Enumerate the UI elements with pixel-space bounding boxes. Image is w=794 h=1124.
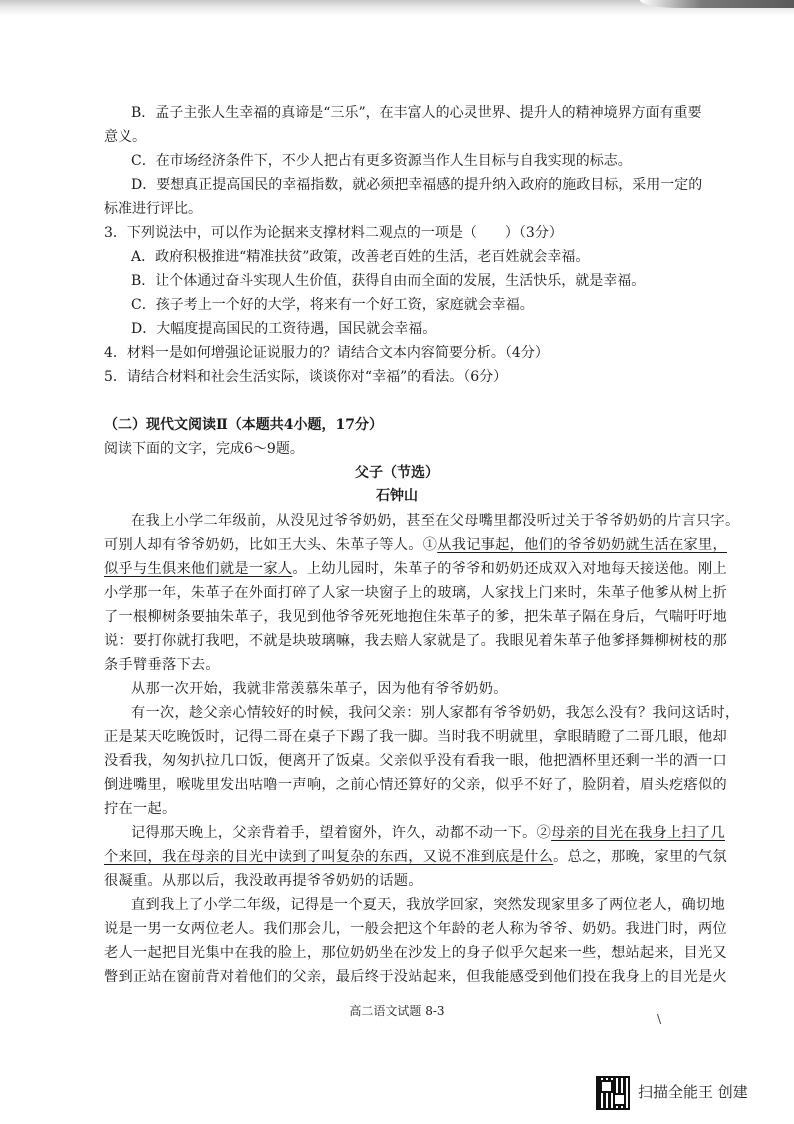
section-heading: （二）现代文阅读Ⅱ（本题共4小题，17分）: [104, 417, 384, 433]
passage-p1-line6: 说：要打你就打我吧，不就是块玻璃嘛，我去赔人家就是了。我眼见着朱革子他爹择舞柳树枝的那: [104, 633, 727, 649]
q3-option-d: D．大幅度提高国民的工资待遇，国民就会幸福。: [131, 321, 437, 337]
qr-code-icon: [596, 1076, 630, 1110]
passage-p3-line2: 正是某天吃晚饭时，记得二哥在桌子下踢了我一脚。当时我不明就里，拿眼睛瞪了二哥几眼，他却: [104, 729, 727, 745]
q3-option-c: C．孩子考上一个好的大学，将来有一个好工资，家庭就会幸福。: [131, 297, 534, 313]
scanner-watermark: 扫描全能王 创建: [638, 1083, 748, 1101]
underlined-sentence-2a: 母亲的目光在我身上扫了几: [551, 825, 725, 841]
p1-line3-text: 。上幼儿园时，朱革子的爷爷和奶奶还成双入对地每天接送他。刚上: [292, 561, 727, 577]
section-instruction: 阅读下面的文字，完成6～9题。: [104, 441, 304, 457]
passage-p4-line2: [104, 848, 727, 866]
passage-p5-line1: 直到我上了小学二年级，记得是一个夏天，我放学回家，突然发现家里多了两位老人，确切地: [131, 897, 725, 913]
passage-p3-line1: 有一次，趁父亲心情较好的时候，我问父亲：别人家都有爷爷奶奶，我怎么没有？我问这话时，: [131, 705, 740, 721]
q3-option-a: A．政府积极推进“精准扶贫”政策，改善老百姓的生活，老百姓就会幸福。: [131, 249, 590, 265]
q2-option-c: C．在市场经济条件下，不少人把占有更多资源当作人生目标与自我实现的标志。: [131, 153, 632, 169]
p4-line1-text: 记得那天晚上，父亲背着手，望着窗外，许久，动都不动一下。②: [131, 825, 552, 841]
q2-option-b-cont: 意义。: [104, 129, 146, 145]
page-footer: 高二语文试题 8-3: [349, 1004, 445, 1018]
passage-p5-line4: 瞥到正站在窗前背对着他们的父亲，最后终于没站起来，但我能感受到他们投在我身上的目光是火: [104, 969, 727, 985]
passage-p1-line2: [104, 536, 727, 554]
passage-p1-line4: 小学那一年，朱革子在外面打碎了人家一块窗子上的玻璃，人家找上门来时，朱革子他爹从树上折: [104, 585, 727, 601]
passage-p1-line7: 条手臂垂落下去。: [104, 657, 220, 673]
q5: 5．请结合材料和社会生活实际，谈谈你对“幸福”的看法。（6分）: [104, 369, 508, 385]
underlined-sentence-2b: 个来回，我在母亲的目光中读到了叫复杂的东西，又说不准到底是什么: [104, 849, 554, 865]
passage-p4-line3: 很凝重。从那以后，我没敢再提爷爷奶奶的话题。: [104, 873, 423, 889]
p1-line2-text: 可别人却有爷爷奶奶，比如王大头、朱革子等人。①: [104, 537, 438, 553]
q3-option-b: B．让个体通过奋斗实现人生价值，获得自由而全面的发展，生活快乐，就是幸福。: [131, 273, 646, 289]
p4-line2-text: 。总之，那晚，家里的气氛: [553, 849, 727, 865]
stray-pen-mark: \: [657, 1012, 662, 1026]
q2-option-b: B．孟子主张人生幸福的真谛是“三乐”，在丰富人的心灵世界、提升人的精神境界方面有重要: [131, 105, 702, 121]
passage-p5-line3: 老人一起把目光集中在我的脸上，那位奶奶坐在沙发上的身子似乎欠起来一些，想站起来，目光又: [104, 945, 727, 961]
passage-p3-line5: 拧在一起。: [104, 801, 177, 817]
underlined-sentence-1b: 似乎与生俱来他们就是一家人: [104, 561, 293, 577]
scan-corner-shadow: [640, 0, 794, 8]
passage-p1-line1: 在我上小学二年级前，从没见过爷爷奶奶，甚至在父母嘴里都没听过关于爷爷奶奶的片言只字。: [131, 513, 740, 529]
passage-p3-line3: 没看我，匆匆扒拉几口饭，便离开了饭桌。父亲似乎没有看我一眼，他把酒杯里还剩一半的酒一口: [104, 753, 727, 769]
underlined-sentence-1a: 从我记事起，他们的爷爷奶奶就生活在家里，: [437, 537, 727, 553]
passage-p3-line4: 倒进嘴里，喉咙里发出咕噜一声响，之前心情还算好的父亲，似乎不好了，脸阴着，眉头疙瘩似的: [104, 777, 727, 793]
q4: 4．材料一是如何增强论证说服力的？请结合文本内容简要分析。（4分）: [104, 345, 549, 361]
passage-p5-line2: 说是一男一女两位老人。我们那会儿，一般会把这个年龄的老人称为爷爷、奶奶。我进门时，两位: [104, 921, 727, 937]
passage-p1-line5: 了一根柳树条要抽朱革子，我见到他爷爷死死地抱住朱革子的爹，把朱革子隔在身后，气喘吁吁地: [104, 609, 727, 625]
q3-stem: 3．下列说法中，可以作为论据来支撑材料二观点的一项是（ ）（3分）: [104, 225, 563, 241]
passage-title: 父子（节选）: [355, 465, 439, 481]
passage-p2: 从那一次开始，我就非常羡慕朱革子，因为他有爷爷奶奶。: [131, 681, 508, 697]
passage-p1-line3: [104, 560, 727, 578]
passage-author: 石钟山: [376, 488, 418, 504]
passage-p4-line1: [131, 824, 725, 842]
q2-option-d: D．要想真正提高国民的幸福指数，就必须把幸福感的提升纳入政府的施政目标，采用一定的: [131, 177, 703, 193]
q2-option-d-cont: 标准进行评比。: [104, 201, 202, 217]
